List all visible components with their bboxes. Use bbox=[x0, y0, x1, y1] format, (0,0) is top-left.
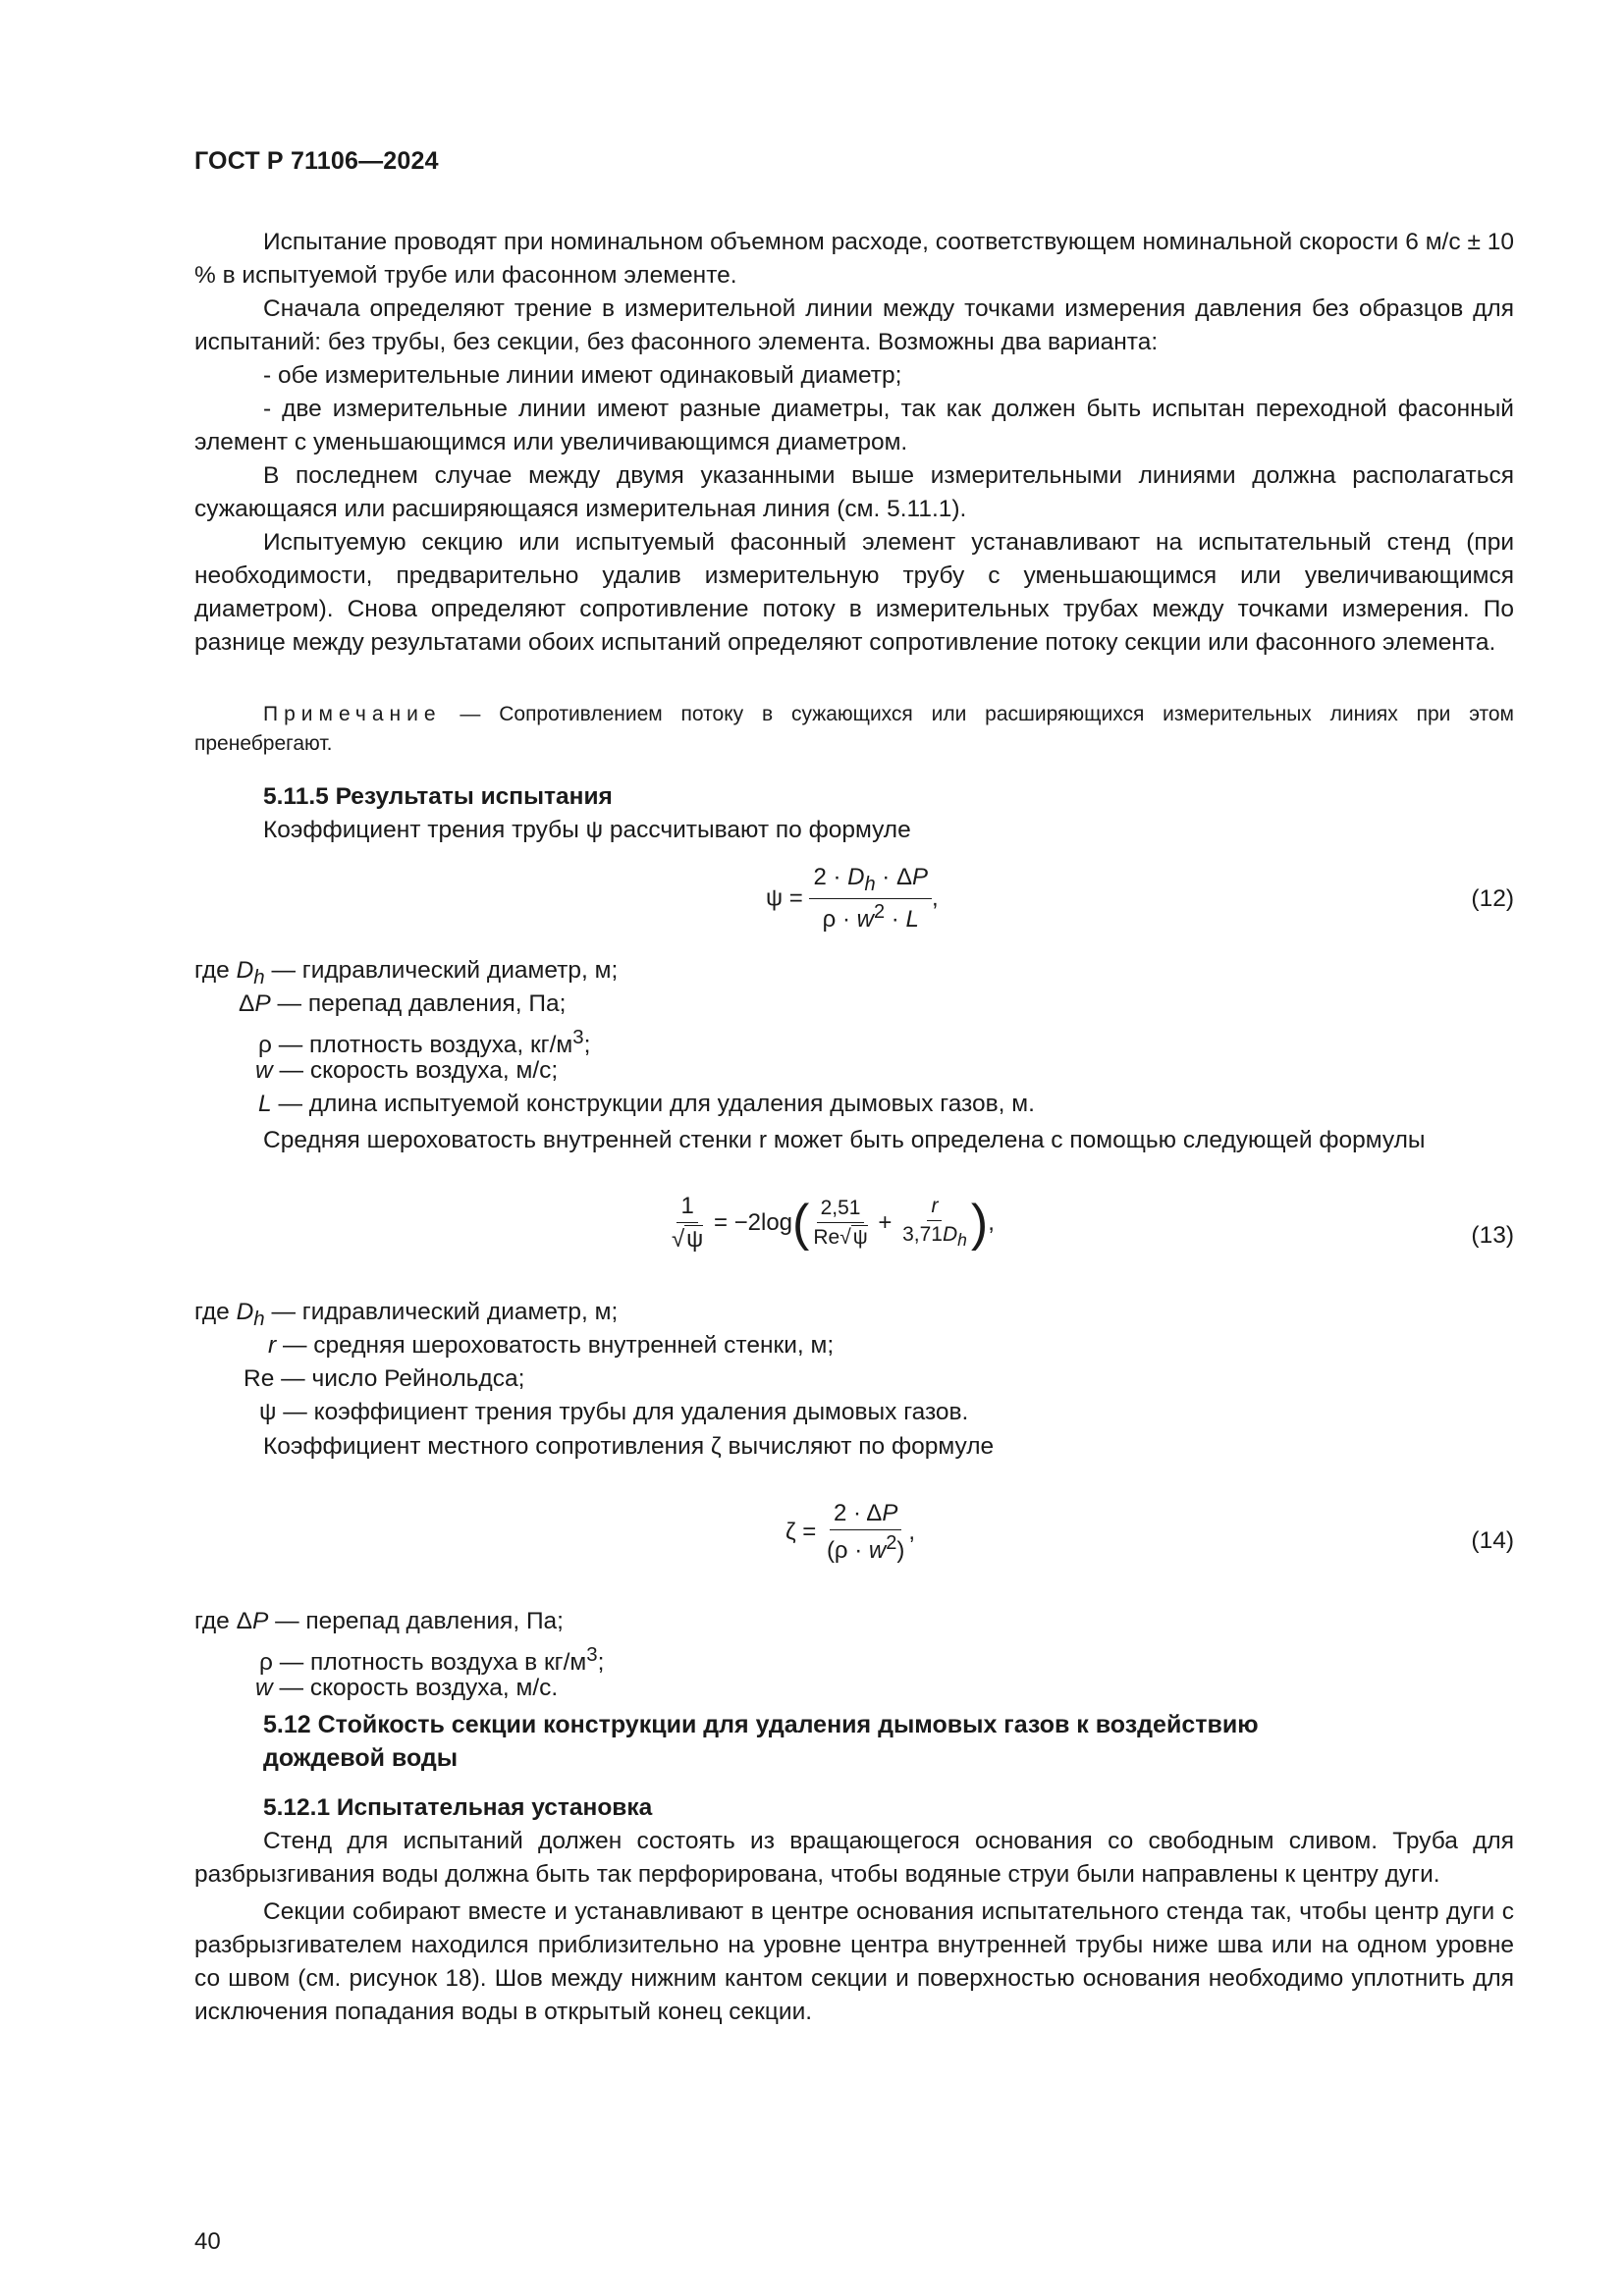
document-header: ГОСТ Р 71106—2024 bbox=[194, 147, 439, 175]
formula-12: ψ = $\frac{2 \cdot D_h \cdot \Delta P}{\rho \cdot w^2 \cdot L}$ , (12) bbox=[766, 864, 1514, 933]
paragraph: Испытуемую секцию или испытуемый фасонный элемент устанавливают на испытательный стенд (при необходимости, предварительно удалив измерительную трубу с уменьшающимся или увеличивающимся диаметром). Снова определяют сопротивление потоку в измерительных трубах между точками измерения. По разнице между результатами обоих испытаний определяют сопротивление потоку секции или фасонного элемента. bbox=[194, 529, 1514, 656]
legend-row: r — средняя шероховатость внутренней стенки, м; bbox=[268, 1332, 835, 1359]
page-number: 40 bbox=[194, 2228, 221, 2255]
section-5-11-5 bbox=[194, 780, 1514, 847]
list-item: - обе измерительные линии имеют одинаковый диаметр; bbox=[263, 362, 902, 389]
legend-row: L — длина испытуемой конструкции для удаления дымовых газов, м. bbox=[258, 1091, 1035, 1117]
formula-lhs: ψ = bbox=[766, 884, 803, 912]
formula-13: $\frac{1}{√\psi}$ = −2log( $\frac{2,51}{Re√\psi}$ + $\frac{r}{3,71D_h}$ ), (13) bbox=[194, 1193, 1514, 1281]
paragraph: Сначала определяют трение в измерительной линии между точками измерения давления без образцов для испытаний: без трубы, без секции, без фасонного элемента. Возможны два варианта: bbox=[194, 295, 1514, 355]
formula-numerator: $2 \cdot D_h \cdot \Delta P$ bbox=[809, 864, 932, 899]
legend-row: ψ — коэффициент трения трубы для удаления дымовых газов. bbox=[259, 1399, 969, 1425]
paragraph: Секции собирают вместе и устанавливают в центре основания испытательного стенда так, чтобы центр дуги с разбрызгивателем находился приблизительно на уровне центра внутренней трубы ниже шва или на одном уровне со швом (см. рисунок 18). Шов между нижним кантом секции и поверхностью основания необходимо уплотнить для исключения попадания воды в открытый конец секции. bbox=[194, 1898, 1514, 2025]
list-item: - две измерительные линии имеют разные диаметры, так как должен быть испытан переходной фасонный элемент с уменьшающимся или увеличивающимся диаметром. bbox=[194, 396, 1514, 455]
formula-number: (13) bbox=[1471, 1222, 1514, 1249]
paragraph: Коэффициент трения трубы ψ рассчитывают по формуле bbox=[263, 817, 911, 843]
formula-fraction: $\frac{1}{√\psi}$ bbox=[672, 1193, 704, 1253]
legend-row: Re — число Рейнольдса; bbox=[244, 1365, 525, 1392]
paragraph: Стенд для испытаний должен состоять из вращающегося основания со свободным сливом. Труба для разбрызгивания воды должна быть так перфорирована, чтобы водяные струи были направлены к центру дуги. bbox=[194, 1828, 1514, 1888]
paragraph: Испытание проводят при номинальном объемном расходе, соответствующем номинальной скорости 6 м/с ± 10 % в испытуемой трубе или фасонном элементе. bbox=[194, 229, 1514, 289]
note bbox=[194, 700, 1514, 759]
formula-fraction: $\frac{r}{3,71D_h}$ bbox=[902, 1195, 967, 1251]
formula-14: ζ = $\frac{2 \cdot \Delta P}{(\rho \cdot w^2)}$ , (14) bbox=[785, 1500, 1514, 1564]
section-heading: 5.12.1 Испытательная установка bbox=[263, 1794, 653, 1821]
legend-12 bbox=[194, 954, 1035, 1121]
formula-number: (14) bbox=[1471, 1527, 1514, 1554]
legend-row: w — скорость воздуха, м/с; bbox=[255, 1057, 559, 1084]
note-text: — Сопротивлением потоку в сужающихся или расширяющихся измерительных линиях при этом пренебрегают. bbox=[194, 703, 1514, 755]
legend-row: ρ — плотность воздуха, $кг/м^3$; bbox=[258, 1027, 591, 1059]
paragraph: Коэффициент местного сопротивления ζ вычисляют по формуле bbox=[263, 1433, 995, 1460]
section-heading: 5.11.5 Результаты испытания bbox=[263, 783, 613, 810]
note-label: Примечание bbox=[263, 703, 442, 725]
section-5-12-1 bbox=[194, 1791, 1514, 2029]
formula-number: (12) bbox=[1471, 885, 1514, 912]
paragraph: В последнем случае между двумя указанными выше измерительными линиями должна располагаться сужающаяся или расширяющаяся измерительная линия (см. 5.11.1). bbox=[194, 462, 1514, 522]
legend-row: где $D_h$ — гидравлический диаметр, м; bbox=[194, 1299, 619, 1330]
section-5-12 bbox=[194, 1708, 1514, 1775]
legend-row: где ΔP — перепад давления, Па; bbox=[194, 1608, 564, 1634]
legend-row: ρ — плотность воздуха в $кг/м^3$; bbox=[259, 1644, 605, 1677]
legend-row: w — скорость воздуха, м/с. bbox=[255, 1675, 559, 1701]
section-heading: 5.12 Стойкость секции конструкции для удаления дымовых газов к воздействию дождевой воды bbox=[263, 1711, 1259, 1772]
formula-fraction bbox=[809, 864, 932, 934]
paragraph: Средняя шероховатость внутренней стенки r может быть определена с помощью следующей формулы bbox=[263, 1127, 1426, 1153]
legend-row: где $D_h$ — гидравлический диаметр, м; bbox=[194, 957, 619, 988]
formula-denominator: $\rho \cdot w^2 \cdot L$ bbox=[822, 900, 919, 933]
legend-13 bbox=[194, 1296, 968, 1429]
text-before-14 bbox=[194, 1430, 1514, 1464]
formula-fraction: $\frac{2,51}{Re√\psi}$ bbox=[813, 1197, 868, 1249]
legend-14 bbox=[194, 1605, 604, 1705]
text-before-13 bbox=[194, 1124, 1514, 1157]
formula-fraction: $\frac{2 \cdot \Delta P}{(\rho \cdot w^2)}$ bbox=[826, 1500, 905, 1564]
legend-row: ΔP — перепад давления, Па; bbox=[239, 990, 567, 1017]
text-block-intro bbox=[194, 226, 1514, 660]
